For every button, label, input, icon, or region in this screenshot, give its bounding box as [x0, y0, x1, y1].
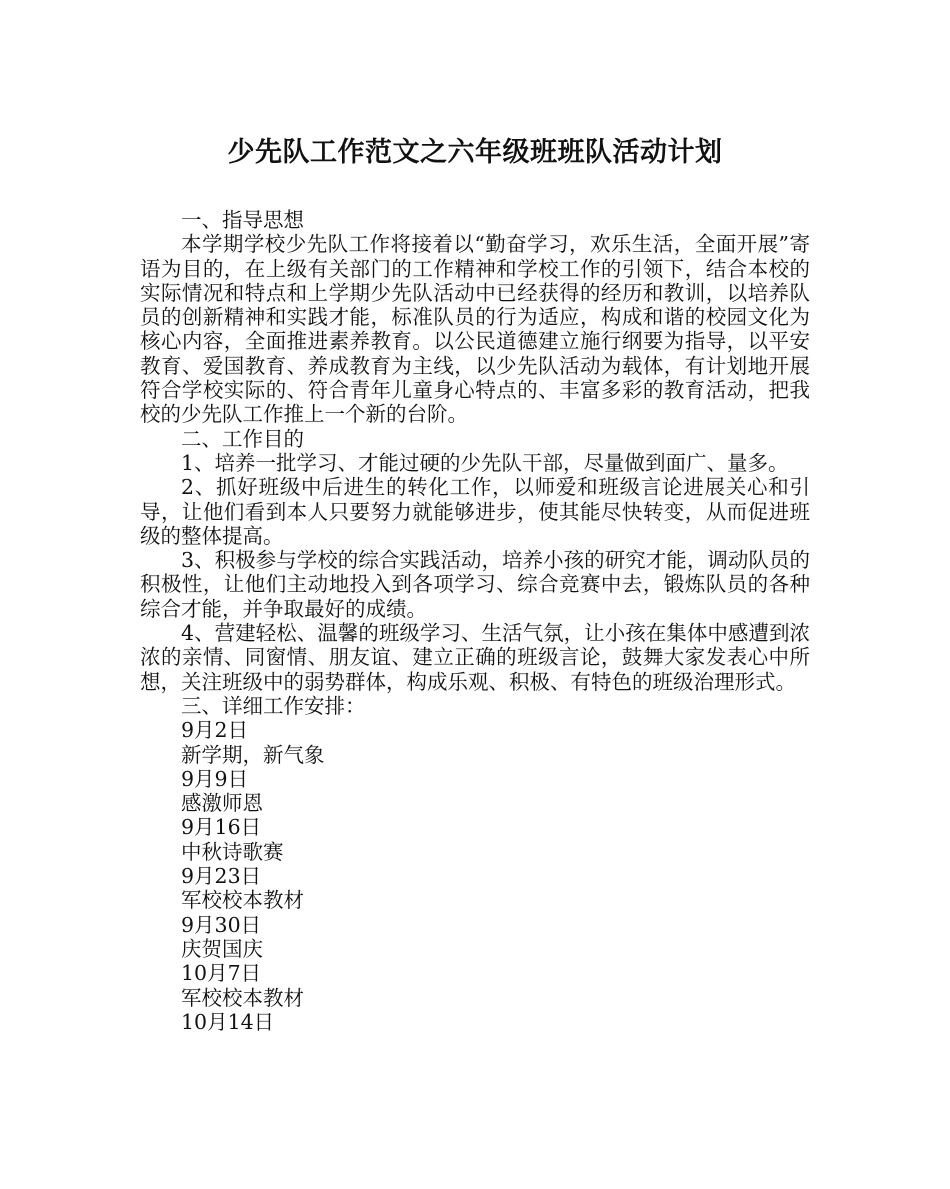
schedule-activity: 军校校本教材: [181, 888, 304, 913]
schedule-date: 10月7日: [181, 961, 262, 986]
section-heading-guiding-ideology: 一、指导思想: [181, 208, 304, 232]
schedule-activity: 中秋诗歌赛: [181, 839, 284, 864]
section-heading-schedule: 三、详细工作安排：: [181, 693, 366, 718]
schedule-activity: 新学期，新气象: [181, 742, 325, 767]
schedule-date: 9月2日: [181, 718, 249, 743]
schedule-date: 10月14日: [181, 1009, 275, 1034]
document-title: 少先队工作范文之六年级班班队活动计划: [227, 137, 723, 168]
schedule-date: 9月23日: [181, 864, 262, 889]
schedule-activity: 庆贺国庆: [181, 936, 263, 961]
schedule-activity: 军校校本教材: [181, 985, 304, 1010]
goal-item-1: 1、培养一批学习、才能过硬的少先队干部，尽量做到面广、量多。: [181, 450, 789, 475]
goal-item-3: 3、积极参与学校的综合实践活动，培养小孩的研究才能，调动队员的积极性，让他们主动地投入到各项学习、综合竞赛中去，锻炼队员的各种综合才能，并争取最好的成绩。: [140, 548, 810, 621]
schedule-date: 9月9日: [181, 766, 249, 791]
paragraph-guiding-ideology: 本学期学校少先队工作将接着以“勤奋学习，欢乐生活，全面开展”寄语为目的，在上级有关部门的工作精神和学校工作的引领下，结合本校的实际情况和特点和上学期少先队活动中已经获得的经历和教训，以培养队员的创新精神和实践才能，标准队员的行为适应，构成和谐的校园文化为核心内容，全面推进素养教育。以公民道德建立施行纲要为指导，以平安教育、爱国教育、养成教育为主线，以少先队活动为载体，有计划地开展符合学校实际的、符合青年儿童身心特点的、丰富多彩的教育活动，把我校的少先队工作推上一个新的台阶。: [140, 232, 810, 427]
section-heading-work-goals: 二、工作目的: [181, 426, 304, 451]
document-body: [140, 208, 810, 1034]
schedule-date: 9月30日: [181, 912, 262, 937]
schedule-date: 9月16日: [181, 815, 262, 840]
schedule-activity: 感激师恩: [181, 791, 263, 816]
goal-item-4: 4、营建轻松、温馨的班级学习、生活气氛，让小孩在集体中感遭到浓浓的亲情、同窗情、朋友谊、建立正确的班级言论，鼓舞大家发表心中所想，关注班级中的弱势群体，构成乐观、积极、有特色的班级治理形式。: [140, 621, 810, 694]
goal-item-2: 2、抓好班级中后进生的转化工作，以师爱和班级言论进展关心和引导，让他们看到本人只要努力就能够进步，使其能尽快转变，从而促进班级的整体提高。: [140, 475, 810, 548]
